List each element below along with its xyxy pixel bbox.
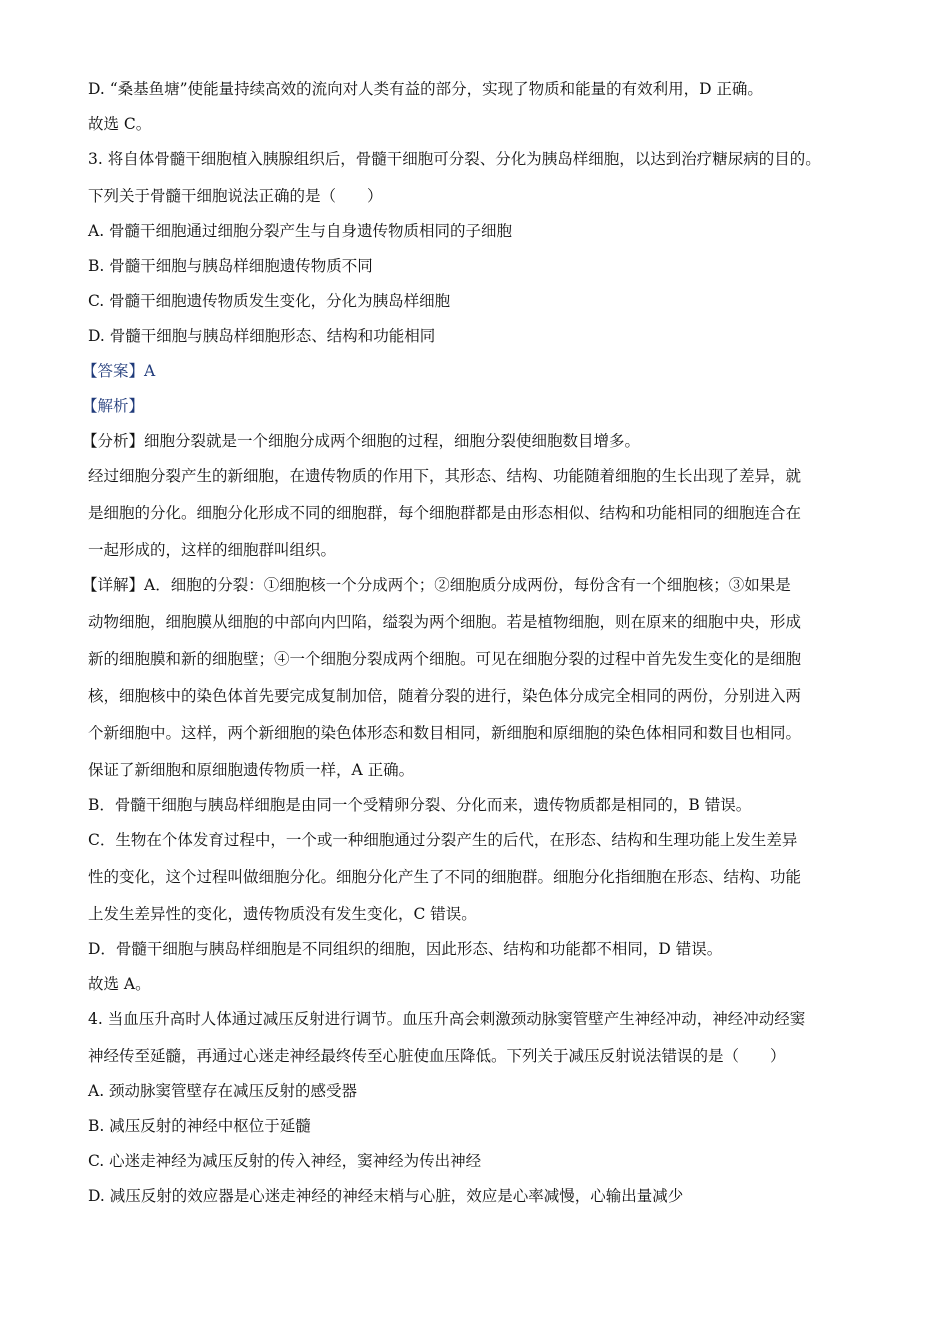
- text-line: 性的变化，这个过程叫做细胞分化。细胞分化产生了不同的细胞群。细胞分化指细胞在形态、结构、功能: [88, 868, 802, 886]
- text-line: 核，细胞核中的染色体首先要完成复制加倍，随着分裂的进行，染色体分成完全相同的两份，分别进入两: [88, 687, 802, 705]
- text-line: D. “桑基鱼塘”使能量持续高效的流向对人类有益的部分，实现了物质和能量的有效利用，D 正确。: [88, 80, 763, 98]
- answer-choice-q3: [88, 971, 878, 997]
- option-b-q3: [88, 253, 878, 279]
- text-line: 动物细胞，细胞膜从细胞的中部向内凹陷，缢裂为两个细胞。若是植物细胞，则在原来的细胞中央，形成: [88, 613, 802, 631]
- text-line: C．生物在个体发育过程中，一个或一种细胞通过分裂产生的后代，在形态、结构和生理功能上发生差异: [88, 831, 798, 849]
- option-a-q4: [88, 1078, 878, 1104]
- text-line: 故选 A。: [88, 975, 151, 993]
- detail-c-paragraph: [88, 827, 878, 927]
- text-line: 是细胞的分化。细胞分化形成不同的细胞群，每个细胞群都是由形态相似、结构和功能相同的细胞连合在: [88, 504, 802, 522]
- analysis-label: 【解析】: [82, 397, 145, 415]
- detail-a-paragraph: [82, 572, 878, 783]
- option-c-q3: [88, 288, 878, 314]
- text-line: D. 骨髓干细胞与胰岛样细胞形态、结构和功能相同: [88, 327, 436, 345]
- text-line: D. 减压反射的效应器是心迷走神经的神经末梢与心脏，效应是心率减慢，心输出量减少: [88, 1187, 684, 1205]
- option-b-q4: [88, 1113, 878, 1139]
- detail-b-paragraph: [88, 792, 878, 818]
- answer-label: 【答案】A: [82, 362, 156, 380]
- question-3-stem: [88, 146, 878, 209]
- option-c-q4: [88, 1148, 878, 1174]
- analysis-heading: [82, 393, 878, 419]
- text-line: 保证了新细胞和原细胞遗传物质一样，A 正确。: [88, 761, 415, 779]
- answer-choice-q2: [88, 111, 878, 137]
- text-line: D．骨髓干细胞与胰岛样细胞是不同组织的细胞，因此形态、结构和功能都不相同，D 错误。: [88, 940, 723, 958]
- text-line: 故选 C。: [88, 115, 152, 133]
- text-line: 上发生差异性的变化，遗传物质没有发生变化，C 错误。: [88, 905, 477, 923]
- text-line: 神经传至延髓，再通过心迷走神经最终传至心脏使血压降低。下列关于减压反射说法错误的是（ ）: [88, 1047, 786, 1065]
- text-line: 【详解】A．细胞的分裂：①细胞核一个分成两个；②细胞质分成两份，每份含有一个细胞核；③如果是: [82, 576, 791, 594]
- analysis-intro: [82, 428, 878, 454]
- document-page: [82, 76, 878, 1218]
- text-line: A. 颈动脉窦管壁存在减压反射的感受器: [88, 1082, 358, 1100]
- option-d-q3: [88, 323, 878, 349]
- text-line: 【分析】细胞分裂就是一个细胞分成两个细胞的过程，细胞分裂使细胞数目增多。: [82, 432, 641, 450]
- text-line: C. 心迷走神经为减压反射的传入神经，窦神经为传出神经: [88, 1152, 482, 1170]
- text-line: C. 骨髓干细胞遗传物质发生变化，分化为胰岛样细胞: [88, 292, 451, 310]
- text-line: 3. 将自体骨髓干细胞植入胰腺组织后，骨髓干细胞可分裂、分化为胰岛样细胞，以达到治疗糖尿病的目的。: [88, 150, 821, 168]
- text-line: 个新细胞中。这样，两个新细胞的染色体形态和数目相同，新细胞和原细胞的染色体相同和数目也相同。: [88, 724, 802, 742]
- question-4-stem: [88, 1006, 878, 1069]
- text-line: 新的细胞膜和新的细胞壁；④一个细胞分裂成两个细胞。可见在细胞分裂的过程中首先发生变化的是细胞: [88, 650, 802, 668]
- text-line: 4. 当血压升高时人体通过减压反射进行调节。血压升高会刺激颈动脉窦管壁产生神经冲动，神经冲动经窦: [88, 1010, 806, 1028]
- detail-d-paragraph: [88, 936, 878, 962]
- option-d-q2: [88, 76, 878, 102]
- analysis-paragraph: [88, 463, 878, 563]
- text-line: A. 骨髓干细胞通过细胞分裂产生与自身遗传物质相同的子细胞: [88, 222, 513, 240]
- text-line: B. 减压反射的神经中枢位于延髓: [88, 1117, 311, 1135]
- option-d-q4: [88, 1183, 878, 1209]
- text-line: B．骨髓干细胞与胰岛样细胞是由同一个受精卵分裂、分化而来，遗传物质都是相同的，B 错误。: [88, 796, 752, 814]
- text-line: B. 骨髓干细胞与胰岛样细胞遗传物质不同: [88, 257, 373, 275]
- text-line: 下列关于骨髓干细胞说法正确的是（ ）: [88, 187, 383, 205]
- option-a-q3: [88, 218, 878, 244]
- text-line: 一起形成的，这样的细胞群叫组织。: [88, 541, 337, 559]
- answer-section: [82, 358, 878, 384]
- text-line: 经过细胞分裂产生的新细胞，在遗传物质的作用下，其形态、结构、功能随着细胞的生长出现了差异，就: [88, 467, 802, 485]
